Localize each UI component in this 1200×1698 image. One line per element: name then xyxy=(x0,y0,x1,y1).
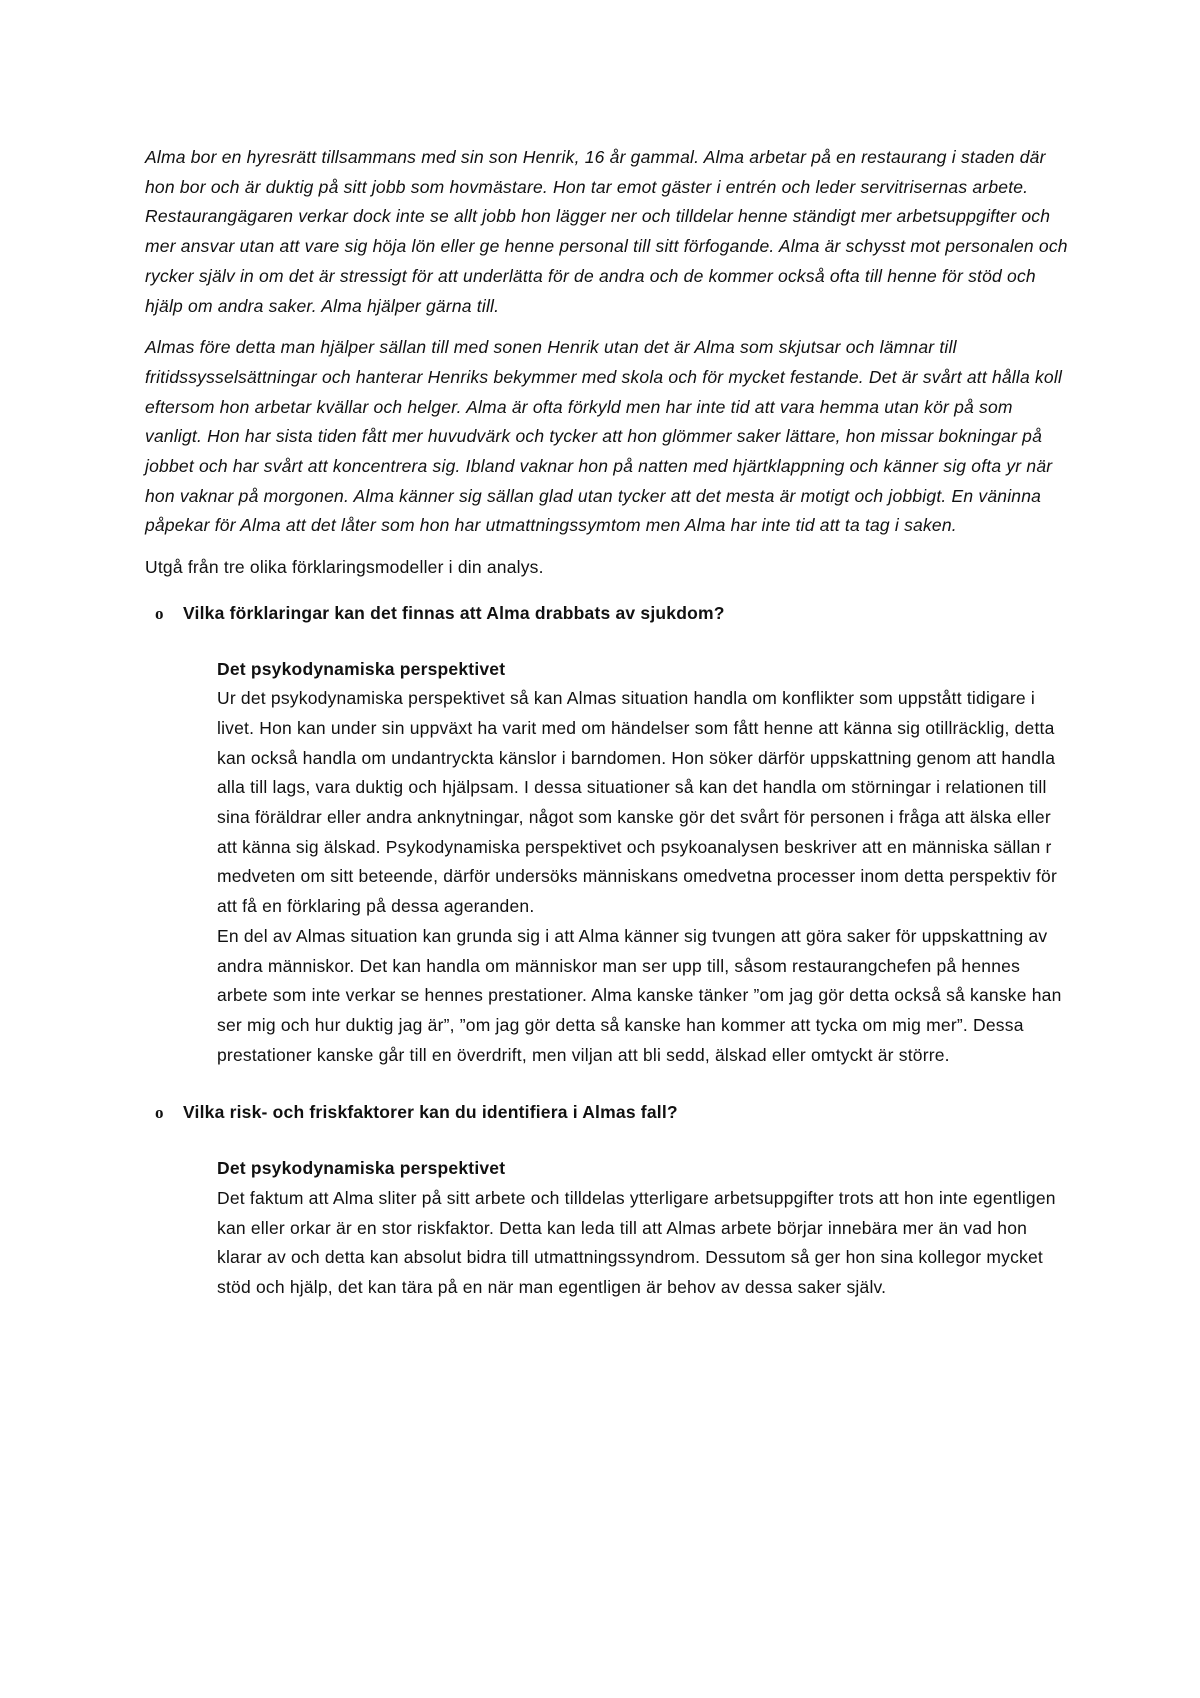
question-text: Vilka förklaringar kan det finnas att Alma drabbats av sjukdom? xyxy=(183,602,725,623)
answer-paragraph: Det faktum att Alma sliter på sitt arbete och tilldelas ytterligare arbetsuppgifter trots att hon inte egentligen kan eller orkar är en stor riskfaktor. Detta kan leda till att Almas arbete börjar innebära mer än vad hon klarar av och detta kan absolut bidra till utmattningssyndrom. Dessutom så ger hon sina kollegor mycket stöd och hjälp, det kan tära på en när man egentligen är behov av dessa saker själv. xyxy=(217,1187,1056,1297)
answer-paragraph: En del av Almas situation kan grunda sig i att Alma känner sig tvungen att göra saker för uppskattning av andra människor. Det kan handla om människor man ser upp till, såsom restaurangchefen på hennes arbete som inte verkar se hennes prestationer. Alma kanske tänker ”om jag gör detta också så kanske han ser mig och hur duktig jag är”, ”om jag gör detta så kanske han kommer att tycka om mig mer”. Dessa prestationer kanske går till en överdrift, men viljan att bli sedd, älskad eller omtyckt är större. xyxy=(217,925,1062,1065)
instruction-text: Utgå från tre olika förklaringsmodeller i din analys. xyxy=(145,557,544,578)
case-description xyxy=(145,143,1070,541)
perspective-title: Det psykodynamiska perspektivet xyxy=(217,1158,506,1179)
question-section-1 xyxy=(145,599,1070,1071)
answer-body xyxy=(217,655,1070,1071)
bullet-icon: o xyxy=(155,603,164,623)
question-text: Vilka risk- och friskfaktorer kan du identifiera i Almas fall? xyxy=(183,1102,678,1123)
case-paragraph: Alma bor en hyresrätt tillsammans med sin son Henrik, 16 år gammal. Alma arbetar på en restaurang i staden där hon bor och är duktig på sitt jobb som hovmästare. Hon tar emot gäster i entrén och leder servitrisernas arbete. Restaurangägaren verkar dock inte se allt jobb hon lägger ner och tilldelar henne ständigt mer arbetsuppgifter och mer ansvar utan att vare sig höja lön eller ge henne personal till sitt förfogande. Alma är schysst mot personalen och rycker själv in om det är stressigt för att underlätta för de andra och de kommer också ofta till henne för stöd och hjälp om andra saker. Alma hjälper gärna till. xyxy=(145,147,1068,316)
document-content xyxy=(145,143,1070,1303)
question-heading xyxy=(145,599,1070,629)
answer-paragraph: Ur det psykodynamiska perspektivet så kan Almas situation handla om konflikter som uppstått tidigare i livet. Hon kan under sin uppväxt ha varit med om händelser som fått henne att känna sig otillräcklig, detta kan också handla om undantryckta känslor i barndomen. Hon söker därför uppskattning genom att handla alla till lags, vara duktig och hjälpsam. I dessa situationer så kan det handla om störningar i relationen till sina föräldrar eller andra anknytningar, något som kanske gör det svårt för personen i fråga att älska eller att känna sig älskad. Psykodynamiska perspektivet och psykoanalysen beskriver att en människa sällan r medveten om sitt beteende, därför undersöks människans omedvetna processer inom detta perspektiv för att få en förklaring på dessa ageranden. xyxy=(217,688,1058,917)
bullet-icon: o xyxy=(155,1103,164,1123)
question-heading xyxy=(145,1098,1070,1128)
answer-body xyxy=(217,1154,1070,1303)
perspective-title: Det psykodynamiska perspektivet xyxy=(217,658,506,679)
case-paragraph: Almas före detta man hjälper sällan till med sonen Henrik utan det är Alma som skjutsar och lämnar till fritidssysselsättningar och hanterar Henriks bekymmer med skola och för mycket festande. Det är svårt att hålla koll eftersom hon arbetar kvällar och helger. Alma är ofta förkyld men har inte tid att vara hemma utan kör på som vanligt. Hon har sista tiden fått mer huvudvärk och tycker att hon glömmer saker lättare, hon missar bokningar på jobbet och har svårt att koncentrera sig. Ibland vaknar hon på natten med hjärtklappning och känner sig ofta yr när hon vaknar på morgonen. Alma känner sig sällan glad utan tycker att det mesta är motigt och jobbigt. En väninna påpekar för Alma att det låter som hon har utmattningssymtom men Alma har inte tid att ta tag i saken. xyxy=(145,337,1063,536)
question-section-2 xyxy=(145,1098,1070,1302)
